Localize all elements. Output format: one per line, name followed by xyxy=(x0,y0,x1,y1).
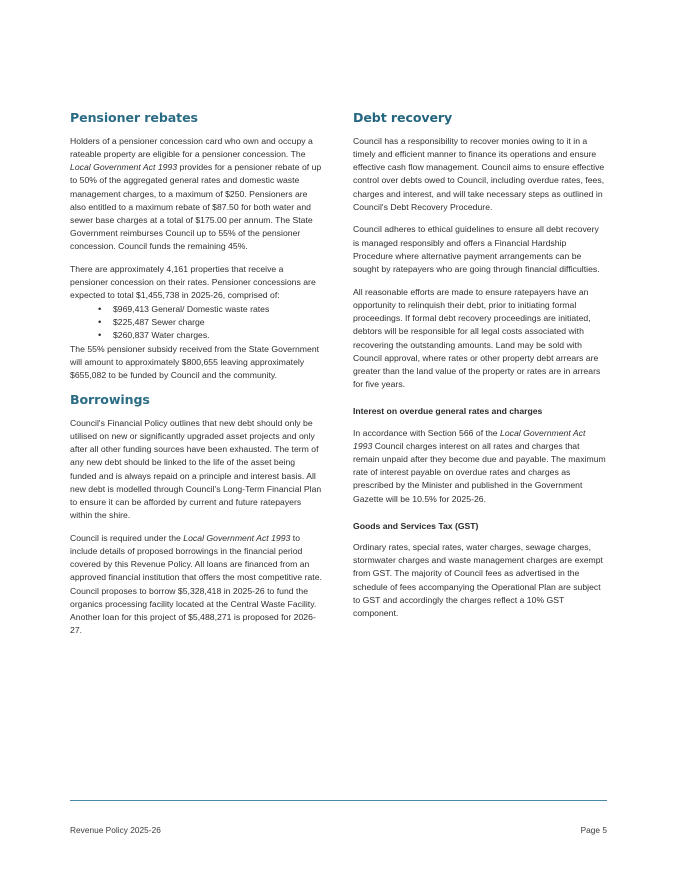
list-item xyxy=(70,329,323,342)
text-run: Council charges interest on all rates and charges that remain unpaid after they become due and payable. The maximum rate of interest payable on overdue rates and charges as prescribed by the Minister and published in the Government Gazette will be 10.5% for 2025-26. xyxy=(353,440,606,504)
paragraph-pensioner-concession-totals: There are approximately 4,161 properties that receive a pensioner concession on their rates. Pensioner concessions are expected to total $1,455,738 in 2025-26, comprised of: xyxy=(70,264,316,301)
footer-document-title: Revenue Policy 2025-26 xyxy=(70,825,161,836)
list-item xyxy=(70,303,323,316)
pensioner-concession-breakdown-list xyxy=(70,303,323,343)
subheading-goods-and-services-tax: Goods and Services Tax (GST) xyxy=(353,520,479,531)
bullet-icon: • xyxy=(98,303,102,315)
heading-pensioner-rebates: Pensioner rebates xyxy=(70,110,198,125)
footer-divider xyxy=(70,800,607,801)
text-run: Holders of a pensioner concession card who own and occupy a rateable property are eligible for a pensioner concession. The xyxy=(70,135,313,159)
paragraph-pensioner-subsidy: The 55% pensioner subsidy received from the State Government will amount to approximately $800,655 leaving approximately $655,082 to be funded by Council and the community. xyxy=(70,343,320,381)
text-run: Council is required under the xyxy=(70,532,184,543)
footer-page-number: Page 5 xyxy=(580,825,607,836)
paragraph-interest-rate xyxy=(353,427,606,506)
paragraph-debt-recovery-responsibility: Council has a responsibility to recover monies owing to it in a timely and efficient manner to finance its operations and ensure effective cash flow management. Council aims to ensure effective control over debts owed to Council, including overdue rates, fees, charges and interest, and will take necessary steps as outlined in Council's Debt Recovery Procedure. xyxy=(353,135,605,212)
heading-borrowings: Borrowings xyxy=(70,392,150,407)
subheading-interest-on-overdue-rates: Interest on overdue general rates and charges xyxy=(353,406,543,417)
text-run: to include details of proposed borrowings in the financial period covered by this Revenue Policy. All loans are financed from an approved financial institution that offers the most competitive rate. Council proposes to borrow $5,328,418 in 2025-26 to fund the organics processing facility located at the Central Waste Facility. Another loan for this project of $5,488,271 is proposed for 2026-27. xyxy=(70,532,322,636)
right-column xyxy=(353,110,606,630)
paragraph-formal-proceedings: All reasonable efforts are made to ensure ratepayers have an opportunity to relinquish their debt, prior to initiating formal proceedings. If formal debt recovery proceedings are initiated, debtors will be responsible for all legal costs associated with recovering the outstanding amounts. Land may be sold with Council approval, where rates or other property debt arrears are greater than the land value of the property or rates are in arrears for five years. xyxy=(353,286,601,390)
list-item xyxy=(70,316,323,329)
paragraph-proposed-borrowings xyxy=(70,532,323,638)
page-footer xyxy=(70,800,607,835)
heading-debt-recovery: Debt recovery xyxy=(353,110,453,125)
list-item-label: $225,487 Sewer charge xyxy=(113,317,205,328)
left-column xyxy=(70,110,323,647)
paragraph-pensioner-rebate-details xyxy=(70,135,323,254)
paragraph-gst-details: Ordinary rates, special rates, water charges, sewage charges, stormwater charges and waste management charges are exempt from GST. The majority of Council fees as advertised in the schedule of fees accompanying the Operational Plan are subject to GST and accordingly the charges reflect a 10% GST component. xyxy=(353,542,603,619)
bullet-icon: • xyxy=(98,330,102,342)
paragraph-ethical-guidelines: Council adheres to ethical guidelines to ensure all debt recovery is managed responsibly and offers a Financial Hardship Procedure where alternative payment arrangements can be sought by ratepayers who are going through financial difficulties. xyxy=(353,224,600,275)
act-citation: Local Government Act 1993 xyxy=(70,162,178,173)
act-citation: Local Government Act 1993 xyxy=(183,532,291,543)
bullet-icon: • xyxy=(98,317,102,329)
text-run: In accordance with Section 566 of the xyxy=(353,427,500,438)
text-run: provides for a pensioner rebate of up to 50% of the aggregated general rates and domestic waste management charges, to a maximum of $250. Pensioners are also entitled to a maximum rebate of $87.50 for both water and sewer base charges at a total of $175.00 per annum. The State Government reimburses Council up to 55% of the pensioner concession. Council funds the remaining 45%. xyxy=(70,162,322,252)
act-citation: Local Government Act 1993 xyxy=(353,427,586,451)
page-content xyxy=(70,110,607,647)
list-item-label: $969,413 General/ Domestic waste rates xyxy=(113,303,270,314)
list-item-label: $260,837 Water charges. xyxy=(113,330,210,341)
paragraph-financial-policy-debt: Council's Financial Policy outlines that new debt should only be utilised on new or significantly upgraded asset projects and only after all other funding sources have been exhausted. The term of any new debt should be linked to the life of the asset being funded and is always repaid on a principle and interest basis. All new debt is modelled through Council's Long-Term Financial Plan to ensure it can be afforded by current and future ratepayers within the shire. xyxy=(70,417,322,521)
footer-row xyxy=(70,825,607,835)
